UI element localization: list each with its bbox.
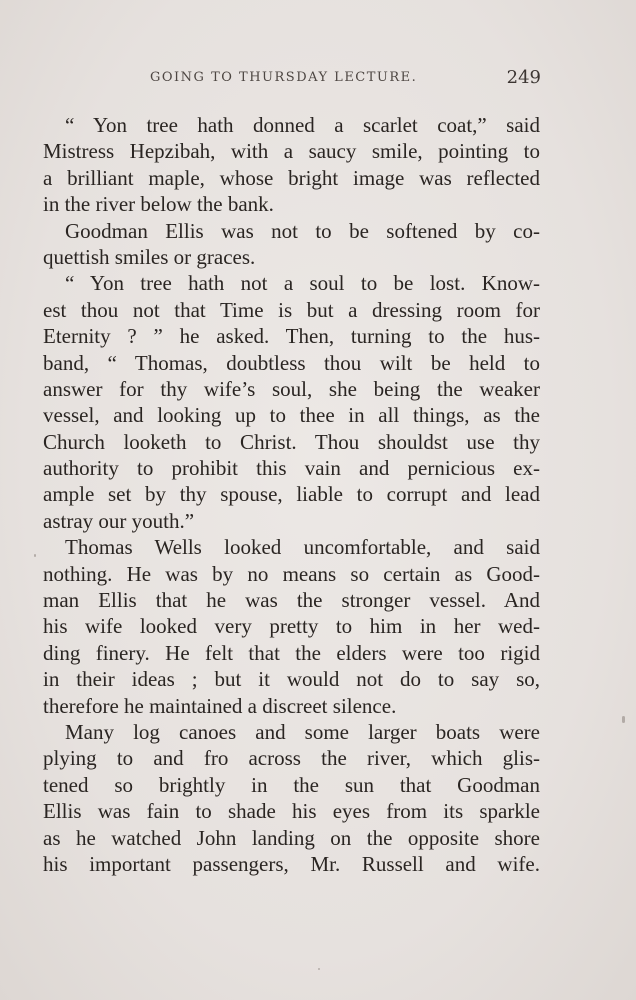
- text-line: in the river below the bank.: [43, 192, 274, 217]
- text-line: quettish smiles or graces.: [43, 244, 256, 269]
- page-number: 249: [506, 67, 541, 88]
- text-line: Eternity ? ” he asked. Then, turning to the hus-: [43, 324, 540, 349]
- text-line: a brilliant maple, whose bright image was reflected: [43, 165, 540, 190]
- text-line: ding finery. He felt that the elders were too rigid: [43, 640, 540, 665]
- text-line: band, “ Thomas, doubtless thou wilt be held to: [43, 350, 540, 375]
- text-line: his wife looked very pretty to him in her wed-: [43, 614, 540, 639]
- text-line: Goodman Ellis was not to be softened by co-: [65, 218, 540, 243]
- running-head: GOING TO THURSDAY LECTURE.: [150, 70, 418, 85]
- text-line: Ellis was fain to shade his eyes from its sparkle: [43, 799, 540, 824]
- text-line: in their ideas ; but it would not do to say so,: [43, 667, 540, 692]
- paper-speck: [34, 554, 36, 557]
- text-line: astray our youth.”: [43, 508, 195, 533]
- text-line: authority to prohibit this vain and pernicious ex-: [43, 456, 540, 481]
- paper-speck: [622, 716, 625, 723]
- paper-speck: [318, 968, 320, 970]
- text-line: therefore he maintained a discreet silence.: [43, 693, 397, 718]
- text-line: nothing. He was by no means so certain as Good-: [43, 561, 540, 586]
- text-line: as he watched John landing on the opposite shore: [43, 825, 540, 850]
- text-line: est thou not that Time is but a dressing room for: [43, 297, 540, 322]
- text-line: plying to and fro across the river, which glis-: [43, 746, 540, 771]
- text-line: “ Yon tree hath not a soul to be lost. Know-: [65, 271, 540, 296]
- text-line: tened so brightly in the sun that Goodman: [43, 772, 540, 797]
- text-line: Church looketh to Christ. Thou shouldst use thy: [43, 429, 540, 454]
- text-line: ample set by thy spouse, liable to corrupt and lead: [43, 482, 540, 507]
- text-line: his important passengers, Mr. Russell and wife.: [43, 851, 540, 876]
- text-line: man Ellis that he was the stronger vessel. And: [43, 588, 540, 613]
- text-line: “ Yon tree hath donned a scarlet coat,” said: [65, 113, 540, 137]
- text-line: Mistress Hepzibah, with a saucy smile, pointing to: [43, 139, 540, 164]
- text-line: answer for thy wife’s soul, she being the weaker: [43, 376, 540, 401]
- text-line: vessel, and looking up to thee in all things, as the: [43, 403, 540, 428]
- text-line: Many log canoes and some larger boats were: [65, 719, 540, 744]
- text-line: Thomas Wells looked uncomfortable, and said: [65, 535, 540, 560]
- body-text: [43, 112, 540, 877]
